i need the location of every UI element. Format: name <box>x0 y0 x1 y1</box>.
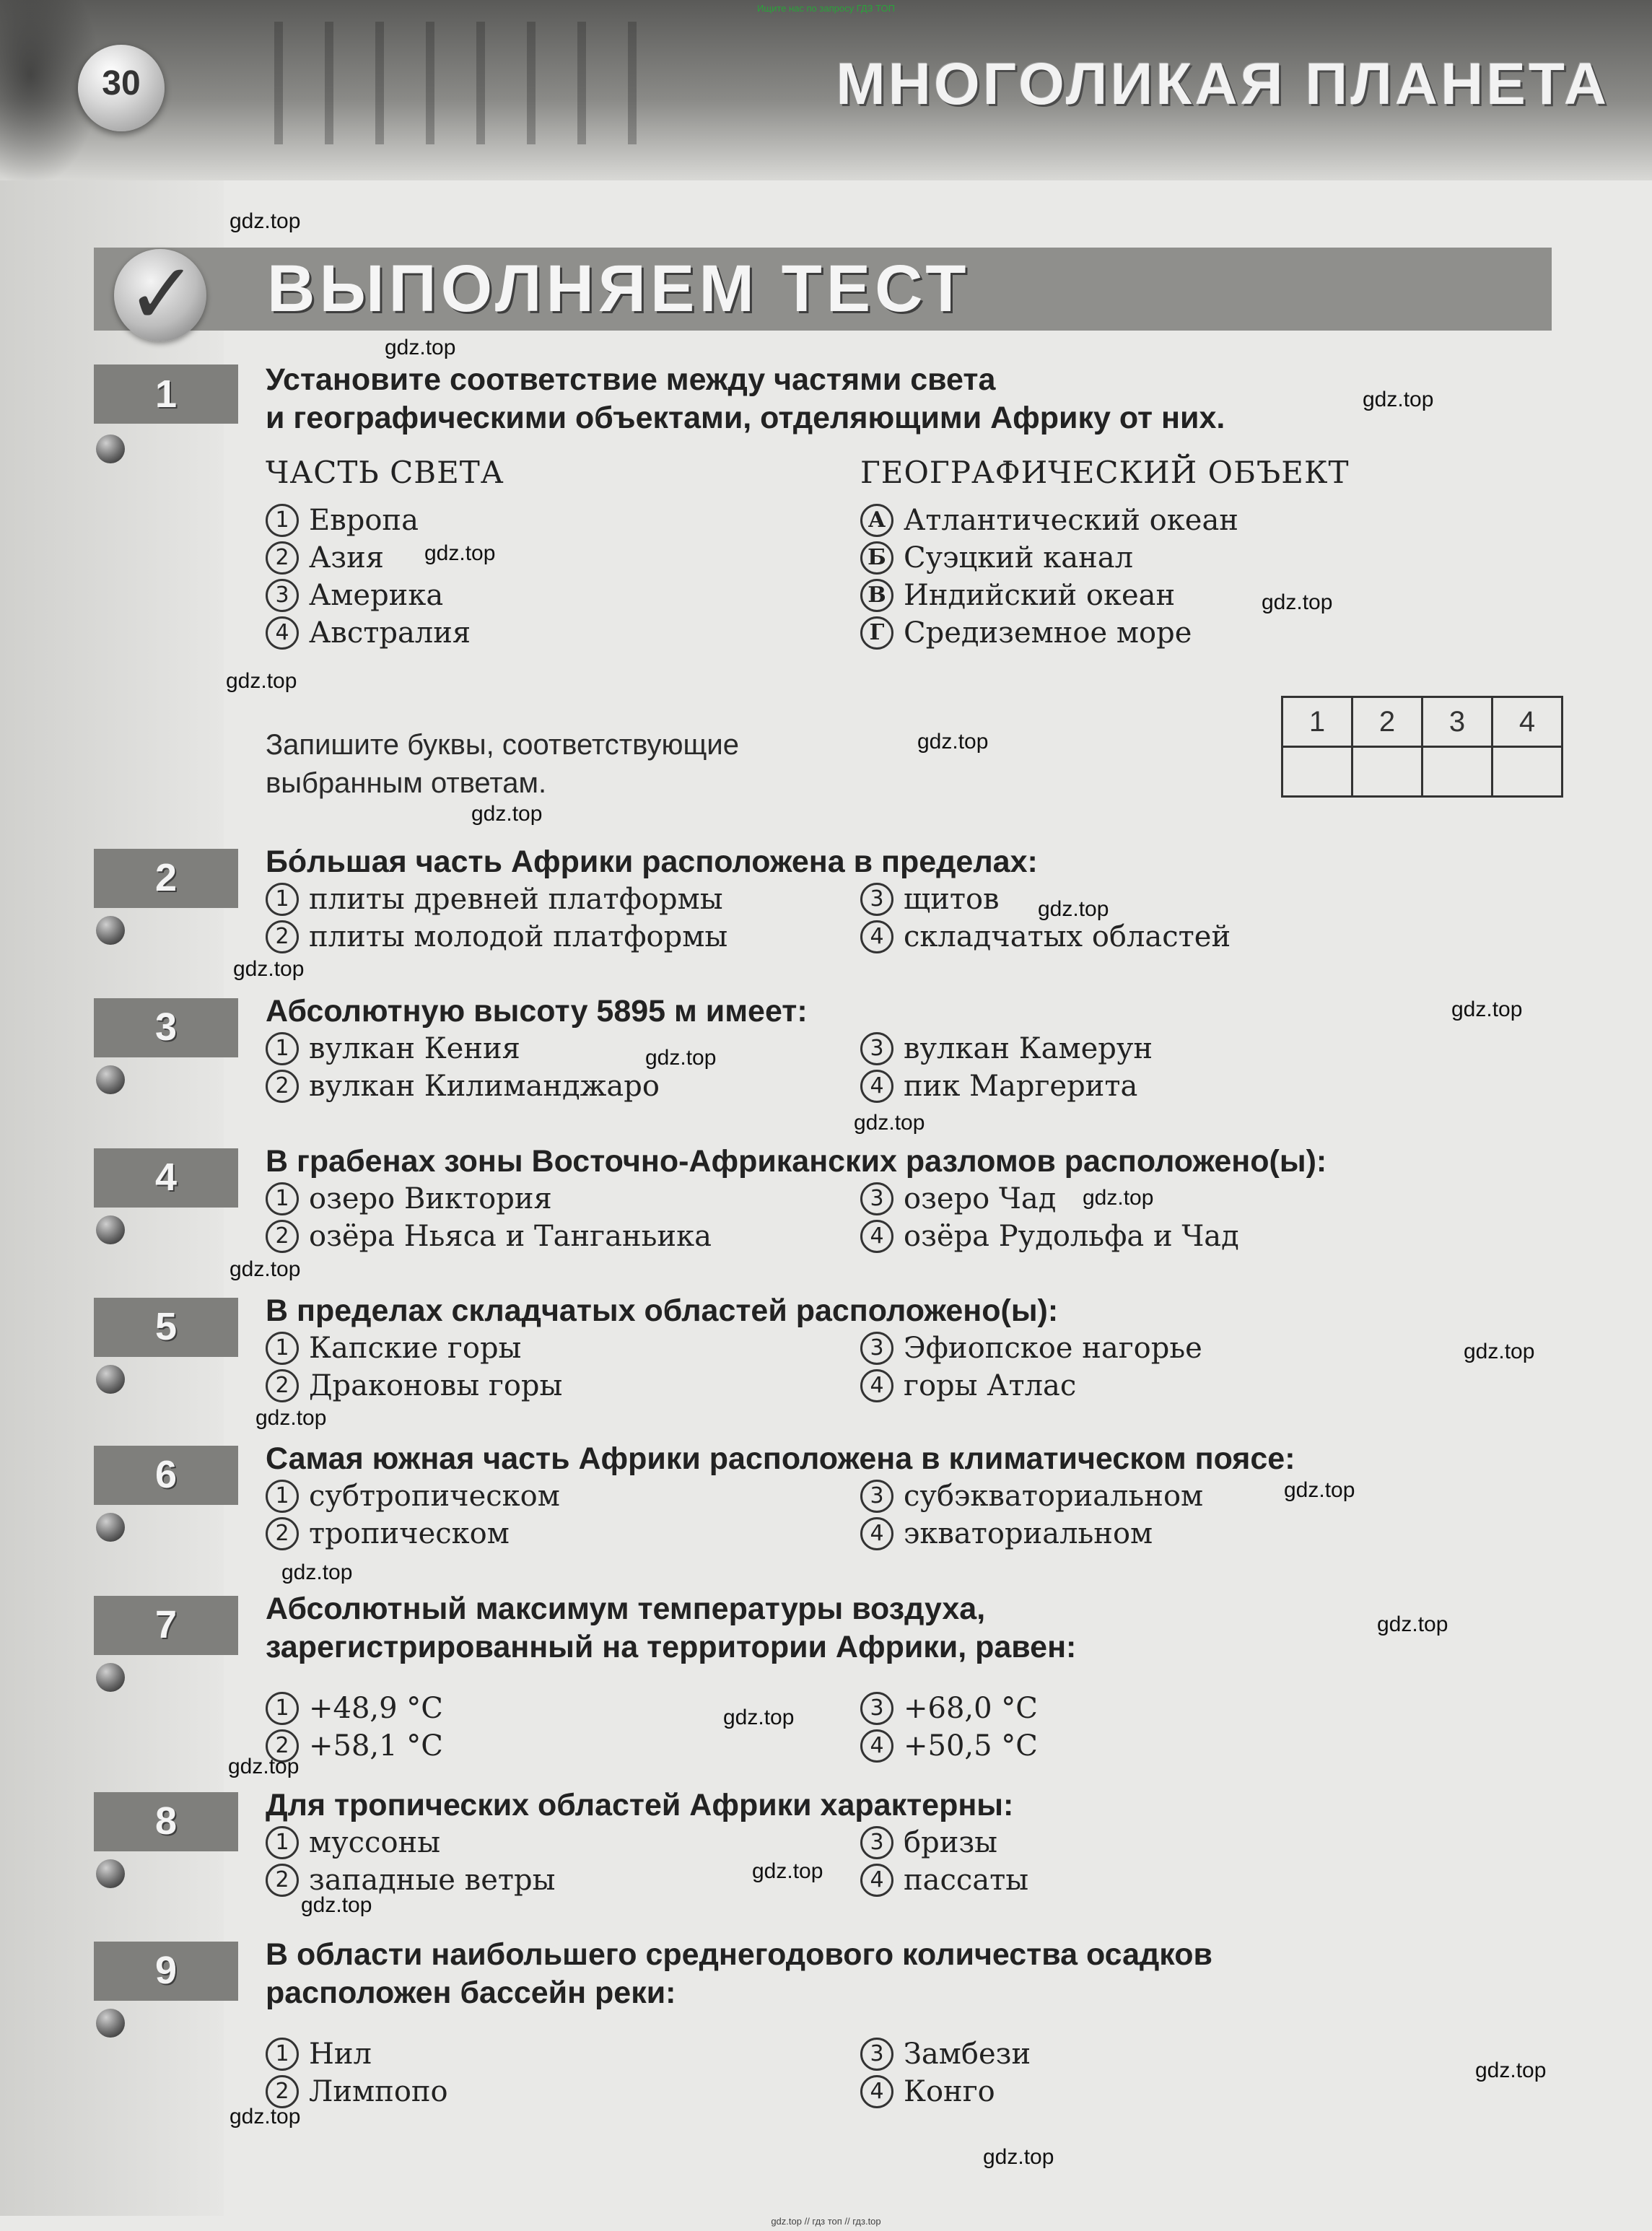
watermark-text: gdz.top <box>917 730 989 754</box>
question-text: В грабенах зоны Восточно-Африканских разломов расположено(ы): <box>266 1144 1327 1179</box>
option-item[interactable] <box>266 881 723 918</box>
question-text-line: и географическими объектами, отделяющими Африку от них. <box>266 401 1225 435</box>
watermark-text: gdz.top <box>385 336 456 359</box>
option-number-icon: 1 <box>266 504 299 537</box>
option-label: Эфиопское нагорье <box>904 1332 1202 1365</box>
answer-grid-header: 3 <box>1422 697 1493 747</box>
option-number-icon: 4 <box>860 2075 893 2108</box>
option-item[interactable] <box>860 1367 1076 1405</box>
option-label: экваториальном <box>904 1517 1153 1550</box>
option-label: Индийский океан <box>904 579 1176 612</box>
question-text: Бо́льшая часть Африки расположена в пределах: <box>266 844 1038 879</box>
option-number-icon: 4 <box>860 1517 893 1550</box>
option-label: тропическом <box>309 1517 510 1550</box>
option-label: бризы <box>904 1826 997 1859</box>
watermark-text: gdz.top <box>301 1893 372 1917</box>
option-number-icon: 3 <box>860 1182 893 1215</box>
question-number: 4 <box>154 1156 178 1199</box>
watermark-text: gdz.top <box>228 1755 300 1778</box>
option-number-icon: 2 <box>266 1070 299 1103</box>
top-watermark-note: Ищите нас по запросу ГДЗ ТОП <box>757 3 895 14</box>
answer-grid-header: 2 <box>1352 697 1422 747</box>
option-item[interactable] <box>860 881 1000 918</box>
option-item[interactable] <box>860 1218 1239 1255</box>
option-number-icon: 4 <box>860 1220 893 1253</box>
section-title: ВЫПОЛНЯЕМ ТЕСТ <box>267 252 971 326</box>
question-number: 7 <box>154 1603 178 1646</box>
option-label: озеро Виктория <box>309 1182 552 1215</box>
question-text-line: Установите соответствие между частями света <box>266 362 996 397</box>
option-number-icon: 1 <box>266 1826 299 1859</box>
option-label: складчатых областей <box>904 920 1231 953</box>
option-label: плиты молодой платформы <box>309 920 728 953</box>
option-item[interactable] <box>860 539 1133 577</box>
option-label: озёра Рудольфа и Чад <box>904 1220 1239 1253</box>
option-number-icon: 2 <box>266 1369 299 1402</box>
option-item[interactable] <box>860 2035 1031 2073</box>
watermark-text: gdz.top <box>230 209 301 233</box>
header-photo-columns <box>274 22 678 144</box>
option-item[interactable] <box>860 1068 1137 1105</box>
question-number: 8 <box>154 1799 178 1843</box>
watermark-text: gdz.top <box>226 669 297 693</box>
question-text <box>266 361 1536 437</box>
option-label: вулкан Камерун <box>904 1032 1153 1065</box>
option-label: вулкан Кения <box>309 1032 520 1065</box>
watermark-text: gdz.top <box>1038 897 1109 921</box>
option-number-icon: 1 <box>266 1032 299 1065</box>
option-number-icon: 2 <box>266 1729 299 1763</box>
option-item[interactable] <box>266 1180 552 1218</box>
option-number-icon: 2 <box>266 541 299 575</box>
watermark-text: gdz.top <box>1451 997 1523 1021</box>
watermark-text: gdz.top <box>752 1859 823 1883</box>
option-item[interactable] <box>266 1068 660 1105</box>
option-number-icon: 3 <box>266 579 299 612</box>
option-item[interactable] <box>266 1330 521 1367</box>
option-number-icon: 3 <box>860 1480 893 1513</box>
bullet-ball-icon <box>96 1065 125 1094</box>
option-number-icon: 1 <box>266 2038 299 2071</box>
instruction-line: выбранным ответам. <box>266 767 547 799</box>
option-label: Замбези <box>904 2038 1031 2071</box>
option-number-icon: 4 <box>860 1729 893 1763</box>
option-number-icon: 3 <box>860 883 893 916</box>
option-item[interactable] <box>860 1861 1028 1899</box>
watermark-text: gdz.top <box>233 957 305 981</box>
option-label: Суэцкий канал <box>904 541 1134 575</box>
question-text: Самая южная часть Африки расположена в климатическом поясе: <box>266 1441 1295 1476</box>
watermark-text: gdz.top <box>230 2105 301 2129</box>
option-label: муссоны <box>309 1826 441 1859</box>
bullet-ball-icon <box>96 916 125 945</box>
watermark-text: gdz.top <box>281 1560 353 1584</box>
watermark-text: gdz.top <box>1475 2058 1547 2082</box>
option-letter-icon: Б <box>860 541 893 575</box>
option-number-icon: 1 <box>266 1332 299 1365</box>
option-item[interactable] <box>266 577 443 614</box>
option-number-icon: 4 <box>266 616 299 650</box>
option-label: пик Маргерита <box>904 1070 1138 1103</box>
column-header-left: ЧАСТЬ СВЕТА <box>266 455 504 490</box>
option-number-icon: 2 <box>266 1220 299 1253</box>
option-label: +68,0 °C <box>904 1692 1038 1725</box>
option-item[interactable] <box>266 2035 372 2073</box>
option-label: щитов <box>904 883 1000 916</box>
option-letter-icon: Г <box>860 616 893 650</box>
option-item[interactable] <box>860 1727 1038 1765</box>
option-label: западные ветры <box>309 1864 556 1897</box>
option-number-icon: 4 <box>860 1864 893 1897</box>
option-number-icon: 4 <box>860 1070 893 1103</box>
option-item[interactable] <box>860 1690 1038 1727</box>
question-text: Для тропических областей Африки характерны: <box>266 1788 1014 1822</box>
option-label: Европа <box>309 504 419 537</box>
option-number-icon: 1 <box>266 1480 299 1513</box>
bottom-watermark-note: gdz.top // гдз топ // гдз.top <box>771 2216 881 2227</box>
answer-grid <box>1281 696 1563 798</box>
option-item[interactable] <box>266 1824 440 1861</box>
option-label: субтропическом <box>309 1480 560 1513</box>
option-number-icon: 1 <box>266 883 299 916</box>
question-text: В области наибольшего среднегодового количества осадков <box>266 1937 1212 1972</box>
page-title: МНОГОЛИКАЯ ПЛАНЕТА <box>836 51 1609 117</box>
option-label: Капские горы <box>309 1332 522 1365</box>
option-label: вулкан Килиманджаро <box>309 1070 660 1103</box>
option-item[interactable] <box>266 1477 560 1515</box>
watermark-text: gdz.top <box>854 1111 925 1135</box>
option-letter-icon: В <box>860 579 893 612</box>
question-text: расположен бассейн реки: <box>266 1975 676 2010</box>
option-number-icon: 2 <box>266 2075 299 2108</box>
option-item[interactable] <box>266 1367 562 1405</box>
answer-grid-header: 1 <box>1282 697 1352 747</box>
option-item[interactable] <box>860 614 1192 652</box>
answer-grid-header: 4 <box>1493 697 1563 747</box>
answer-cell[interactable] <box>1493 747 1563 797</box>
question-text: зарегистрированный на территории Африки, равен: <box>266 1630 1077 1664</box>
option-number-icon: 4 <box>860 920 893 953</box>
option-item[interactable] <box>860 1030 1153 1068</box>
answer-cell[interactable] <box>1422 747 1493 797</box>
option-label: Нил <box>309 2038 372 2071</box>
option-label: Азия <box>309 541 385 575</box>
option-number-icon: 3 <box>860 1692 893 1725</box>
option-number-icon: 2 <box>266 1864 299 1897</box>
bullet-ball-icon <box>96 2009 125 2038</box>
option-item[interactable] <box>266 918 727 956</box>
page-number: 30 <box>102 64 141 102</box>
option-item[interactable] <box>860 1515 1153 1553</box>
option-number-icon: 3 <box>860 1332 893 1365</box>
option-number-icon: 3 <box>860 2038 893 2071</box>
question-text: Абсолютную высоту 5895 м имеет: <box>266 994 808 1029</box>
option-number-icon: 1 <box>266 1182 299 1215</box>
option-label: Драконовы горы <box>309 1369 563 1402</box>
watermark-text: gdz.top <box>255 1406 327 1430</box>
bullet-ball-icon <box>96 1663 125 1692</box>
watermark-text: gdz.top <box>645 1046 717 1070</box>
option-label: озёра Ньяса и Танганьика <box>309 1220 712 1253</box>
option-item[interactable] <box>266 1030 520 1068</box>
answer-cell[interactable] <box>1352 747 1422 797</box>
watermark-text: gdz.top <box>1377 1612 1448 1636</box>
option-item[interactable] <box>266 1690 443 1727</box>
question-number: 1 <box>154 372 178 416</box>
option-label: +58,1 °C <box>309 1729 443 1763</box>
watermark-text: gdz.top <box>723 1706 795 1729</box>
option-number-icon: 4 <box>860 1369 893 1402</box>
option-number-icon: 1 <box>266 1692 299 1725</box>
option-label: Америка <box>309 579 444 612</box>
option-label: +50,5 °C <box>904 1729 1038 1763</box>
option-label: озеро Чад <box>904 1182 1057 1215</box>
watermark-text: gdz.top <box>1363 388 1434 411</box>
question-number: 2 <box>154 856 178 899</box>
option-label: +48,9 °C <box>309 1692 443 1725</box>
option-label: Австралия <box>309 616 471 650</box>
option-item[interactable] <box>860 918 1231 956</box>
option-item[interactable] <box>860 1477 1203 1515</box>
watermark-text: gdz.top <box>471 802 543 826</box>
question-text: Абсолютный максимум температуры воздуха, <box>266 1592 986 1626</box>
column-header-right: ГЕОГРАФИЧЕСКИЙ ОБЪЕКТ <box>860 455 1350 490</box>
instruction-note <box>266 726 739 803</box>
option-label: Атлантический океан <box>904 504 1238 537</box>
option-letter-icon: А <box>860 504 893 537</box>
watermark-text: gdz.top <box>1284 1478 1355 1502</box>
watermark-text: gdz.top <box>983 2145 1054 2169</box>
question-text: В пределах складчатых областей расположено(ы): <box>266 1293 1059 1328</box>
option-item[interactable] <box>860 502 1238 539</box>
answer-cell[interactable] <box>1282 747 1352 797</box>
option-item[interactable] <box>860 1330 1202 1367</box>
watermark-text: gdz.top <box>1262 590 1333 614</box>
watermark-text: gdz.top <box>424 541 496 565</box>
option-item[interactable] <box>860 1824 997 1861</box>
option-label: Лимпопо <box>309 2075 448 2108</box>
question-number: 9 <box>154 1949 178 1992</box>
option-item[interactable] <box>266 614 471 652</box>
option-item[interactable] <box>860 2073 995 2110</box>
bullet-ball-icon <box>96 1365 125 1394</box>
option-item[interactable] <box>266 539 384 577</box>
option-item[interactable] <box>860 1180 1056 1218</box>
option-item[interactable] <box>266 502 419 539</box>
option-item[interactable] <box>860 577 1175 614</box>
option-number-icon: 3 <box>860 1826 893 1859</box>
option-number-icon: 3 <box>860 1032 893 1065</box>
option-label: субэкваториальном <box>904 1480 1204 1513</box>
bullet-ball-icon <box>96 1859 125 1888</box>
watermark-text: gdz.top <box>230 1257 301 1281</box>
option-item[interactable] <box>266 1515 510 1553</box>
question-number: 6 <box>154 1453 178 1496</box>
option-number-icon: 2 <box>266 1517 299 1550</box>
option-item[interactable] <box>266 1218 712 1255</box>
option-label: плиты древней платформы <box>309 883 723 916</box>
option-label: Средиземное море <box>904 616 1192 650</box>
option-number-icon: 2 <box>266 920 299 953</box>
bullet-ball-icon <box>96 1215 125 1244</box>
option-label: пассаты <box>904 1864 1029 1897</box>
watermark-text: gdz.top <box>1464 1340 1535 1363</box>
checkmark-icon: ✓ <box>126 244 198 344</box>
option-label: горы Атлас <box>904 1369 1077 1402</box>
watermark-text: gdz.top <box>1083 1186 1154 1210</box>
instruction-line: Запишите буквы, соответствующие <box>266 729 739 761</box>
option-label: Конго <box>904 2075 995 2108</box>
bullet-ball-icon <box>96 1513 125 1542</box>
bullet-ball-icon <box>96 435 125 463</box>
question-number: 5 <box>154 1305 178 1348</box>
question-number: 3 <box>154 1005 178 1049</box>
